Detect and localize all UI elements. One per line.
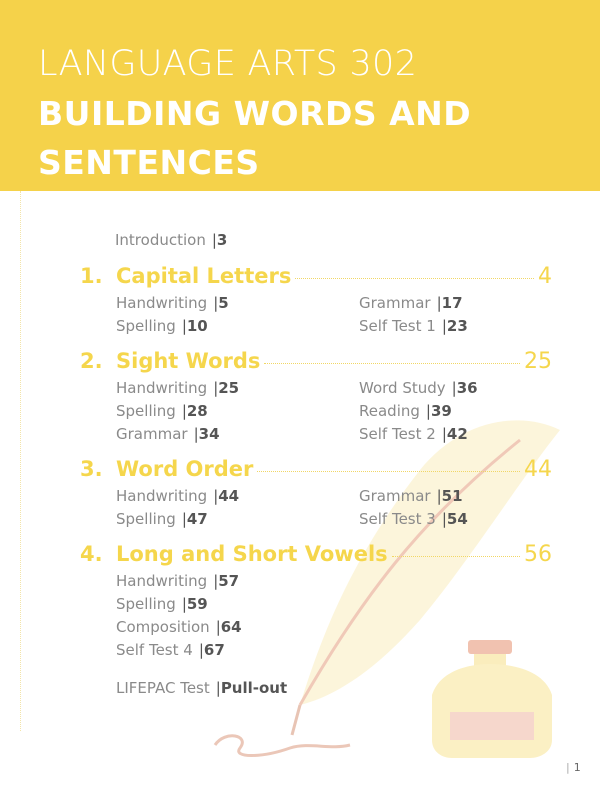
toc-entry[interactable]: Handwriting |57 (116, 572, 240, 590)
unit-title-line-2: SENTENCES (38, 143, 260, 182)
toc-entry[interactable]: Reading |39 (359, 402, 452, 420)
section-page: 56 (524, 542, 552, 567)
dot-leader (392, 556, 520, 557)
page-number: | 1 (566, 761, 581, 774)
toc-entry[interactable]: Handwriting |5 (116, 294, 229, 312)
quill-tip-icon (292, 705, 300, 735)
toc-entry[interactable]: Word Study |36 (359, 379, 478, 397)
section-page: 44 (524, 457, 552, 482)
toc-entry[interactable]: Handwriting |44 (116, 487, 240, 505)
toc-entry[interactable]: Self Test 4 |67 (116, 641, 225, 659)
toc-entry[interactable]: Grammar |34 (116, 425, 220, 443)
toc-entry[interactable]: Grammar |17 (359, 294, 463, 312)
unit-title-line-1: BUILDING WORDS AND (38, 94, 472, 133)
inkwell-icon (432, 640, 552, 758)
dot-leader (295, 278, 534, 279)
toc-entry[interactable]: Grammar |51 (359, 487, 463, 505)
toc-entry[interactable]: Spelling |10 (116, 317, 208, 335)
toc-entry[interactable]: Handwriting |25 (116, 379, 240, 397)
dot-leader (257, 471, 520, 472)
toc-entry[interactable]: Composition |64 (116, 618, 242, 636)
toc-entry[interactable]: Spelling |59 (116, 595, 208, 613)
toc-entry[interactable]: Spelling |28 (116, 402, 208, 420)
section-2-heading[interactable]: 2. Sight Words 25 (80, 349, 552, 374)
section-page: 4 (538, 264, 552, 289)
section-title: Capital Letters (116, 264, 292, 288)
dot-leader (264, 363, 520, 364)
section-3-heading[interactable]: 3. Word Order 44 (80, 457, 552, 482)
toc-entry-lifepac-test[interactable]: LIFEPAC Test |Pull-out (116, 679, 288, 697)
section-title: Word Order (116, 457, 254, 481)
toc-entry[interactable]: Self Test 1 |23 (359, 317, 468, 335)
ink-swirl-icon (215, 736, 350, 756)
section-title: Long and Short Vowels (116, 542, 388, 566)
series-title: LANGUAGE ARTS 302 (38, 44, 418, 84)
section-title: Sight Words (116, 349, 261, 373)
toc-entry-introduction[interactable]: Introduction |3 (115, 231, 228, 249)
toc-entry[interactable]: Self Test 2 |42 (359, 425, 468, 443)
section-page: 25 (524, 349, 552, 374)
toc-entry[interactable]: Spelling |47 (116, 510, 208, 528)
toc-entry[interactable]: Self Test 3 |54 (359, 510, 468, 528)
section-4-heading[interactable]: 4. Long and Short Vowels 56 (80, 542, 552, 567)
section-1-heading[interactable]: 1. Capital Letters 4 (80, 264, 552, 289)
